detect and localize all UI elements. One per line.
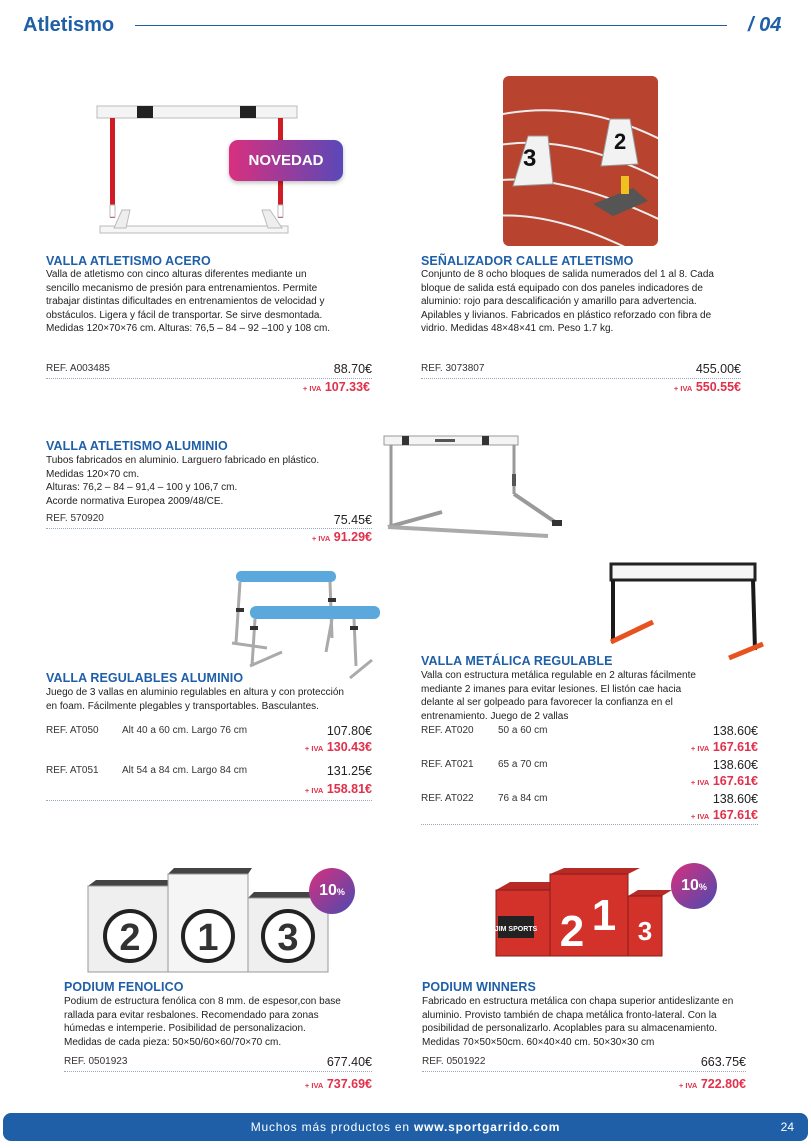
podium-winners-image [492,868,687,958]
product-ref: REF. AT022 [421,793,474,804]
product-description: Conjunto de 8 ocho bloques de salida numerados del 1 al 8. Cada bloque de salida está equipado con dos paneles indicadores de aluminio: rojo para descalificación y amarillo para advertencia. Apilables y livianos. Fabricados en plástico reforzado con fibra de vidrio. Medidas 48×48×41 cm. Peso 1.7 kg. [421,269,714,335]
product-price-iva: + IVA 167.61€ [690,774,758,788]
product-title: VALLA ATLETISMO ACERO [46,254,211,268]
product-spec: 50 a 60 cm [498,725,548,736]
product-title: VALLA ATLETISMO ALUMINIO [46,439,228,453]
footer-text: Muchos más productos en www.sportgarrido.com [250,1120,561,1134]
podium-number-1: 1 [197,917,219,959]
product-price: 138.60€ [712,724,758,738]
new-badge: NOVEDAD [229,140,343,181]
product-spec: Alt 54 a 84 cm. Largo 84 cm [122,765,248,776]
page-number: 24 [780,1120,794,1134]
product-ref: REF. 0501922 [422,1056,486,1067]
product-ref: REF. AT050 [46,725,99,736]
product-ref: REF. AT051 [46,765,99,776]
winners-number-2: 2 [559,907,585,956]
product-title: VALLA METÁLICA REGULABLE [421,654,613,668]
product-price: 107.80€ [326,724,372,738]
website-link[interactable]: www.sportgarrido.com [414,1120,561,1134]
product-description: Juego de 3 vallas en aluminio regulables en altura y con protección en foam. Fácilmente plegables y transportables. Basculantes. [46,687,344,712]
hurdle-adjustable-image [222,568,382,683]
product-price-iva: + IVA 130.43€ [304,740,372,754]
product-ref: REF. AT021 [421,759,474,770]
product-description: Valla con estructura metálica regulable en 2 alturas fácilmente mediante 2 imanes para evitar lesiones. El listón cae hacia delante al ser golpeado para favorecer la confianza en el entrenamiento. Juego de 2 vallas [421,670,696,722]
product-spec: 76 a 84 cm [498,793,548,804]
discount-badge: 10% [671,863,717,909]
section-number: / 04 [748,14,782,36]
podium-phenolic-image [86,866,336,974]
product-title: VALLA REGULABLES ALUMINIO [46,671,244,685]
dotted-divider [46,378,372,379]
winners-brand: JIM SPORTS [494,926,538,933]
winners-number-3: 3 [637,916,653,946]
lane-number-3: 3 [523,145,537,172]
product-price: 677.40€ [326,1055,372,1069]
dotted-divider [64,1071,372,1072]
product-title: SEÑALIZADOR CALLE ATLETISMO [421,254,634,268]
hurdle-aluminium-image [380,432,565,544]
product-price: 131.25€ [326,764,372,778]
dotted-divider [422,1071,746,1072]
lane-marker-image [503,76,658,246]
product-ref: REF. 0501923 [64,1056,128,1067]
product-price-iva: + IVA 550.55€ [673,380,741,394]
product-price: 663.75€ [700,1055,746,1069]
product-price-iva: + IVA 91.29€ [311,530,372,544]
product-price-iva: + IVA 737.69€ [304,1077,372,1091]
product-description: Fabricado en estructura metálica con chapa superior antideslizante en aluminio. Provisto también de chapa metálica fronto-lateral. Con la posibilidad de personalizarlo. Acoplables para su almacenamiento. Medidas 70×50×50cm. 60×40×40 cm. 50×30×30 cm [422,996,734,1048]
product-price-iva: + IVA 158.81€ [304,782,372,796]
winners-number-1: 1 [591,891,617,940]
podium-number-3: 3 [277,917,299,959]
lane-number-2: 2 [614,129,627,154]
product-description: Valla de atletismo con cinco alturas diferentes mediante un sencillo mecanismo de presión para entrenamientos. Permite trabajar distintas dificultades en entrenamientos de velocidad y obstáculos. Ligera y fácil de transportar. Se sirve desmontada. Medidas 120×70×76 cm. Alturas: 76,5 – 84 – 92 –100 y 108 cm. [46,269,331,335]
dotted-divider [421,378,741,379]
product-description: Tubos fabricados en aluminio. Larguero fabricado en plástico. Medidas 120×70 cm. Alturas: 76,2 – 84 – 91,4 – 100 y 106,7 cm. Acorde normativa Europea 2009/48/CE. [46,455,320,507]
product-ref: REF. 570920 [46,513,104,524]
product-price-iva: + IVA 722.80€ [678,1077,746,1091]
product-price: 138.60€ [712,758,758,772]
product-price-iva: + IVA 167.61€ [690,740,758,754]
podium-number-2: 2 [119,917,141,959]
header-rule [135,25,727,26]
product-spec: 65 a 70 cm [498,759,548,770]
hurdle-metal-image [605,558,770,673]
product-description: Podium de estructura fenólica con 8 mm. de espesor,con base rallada para evitar resbalones. Recomendado para zonas húmedas e intemperie. Posibilidad de personalizacion. Medidas de cada pieza: 50×50/60×60/70×70 cm. [64,996,341,1048]
product-price: 455.00€ [695,362,741,376]
product-title: PODIUM FENOLICO [64,980,184,994]
product-ref: REF. 3073807 [421,363,485,374]
dotted-divider [421,824,758,825]
dotted-divider [46,528,372,529]
product-ref: REF. A003485 [46,363,110,374]
product-price-iva: + IVA 107.33€ [302,380,370,394]
product-spec: Alt 40 a 60 cm. Largo 76 cm [122,725,248,736]
discount-badge: 10% [309,868,355,914]
product-price: 88.70€ [333,362,372,376]
product-price-iva: + IVA 167.61€ [690,808,758,822]
section-title: Atletismo [23,14,115,36]
dotted-divider [46,800,372,801]
product-ref: REF. AT020 [421,725,474,736]
footer-bar [3,1113,808,1141]
product-price: 75.45€ [333,513,372,527]
product-price: 138.60€ [712,792,758,806]
product-title: PODIUM WINNERS [422,980,536,994]
